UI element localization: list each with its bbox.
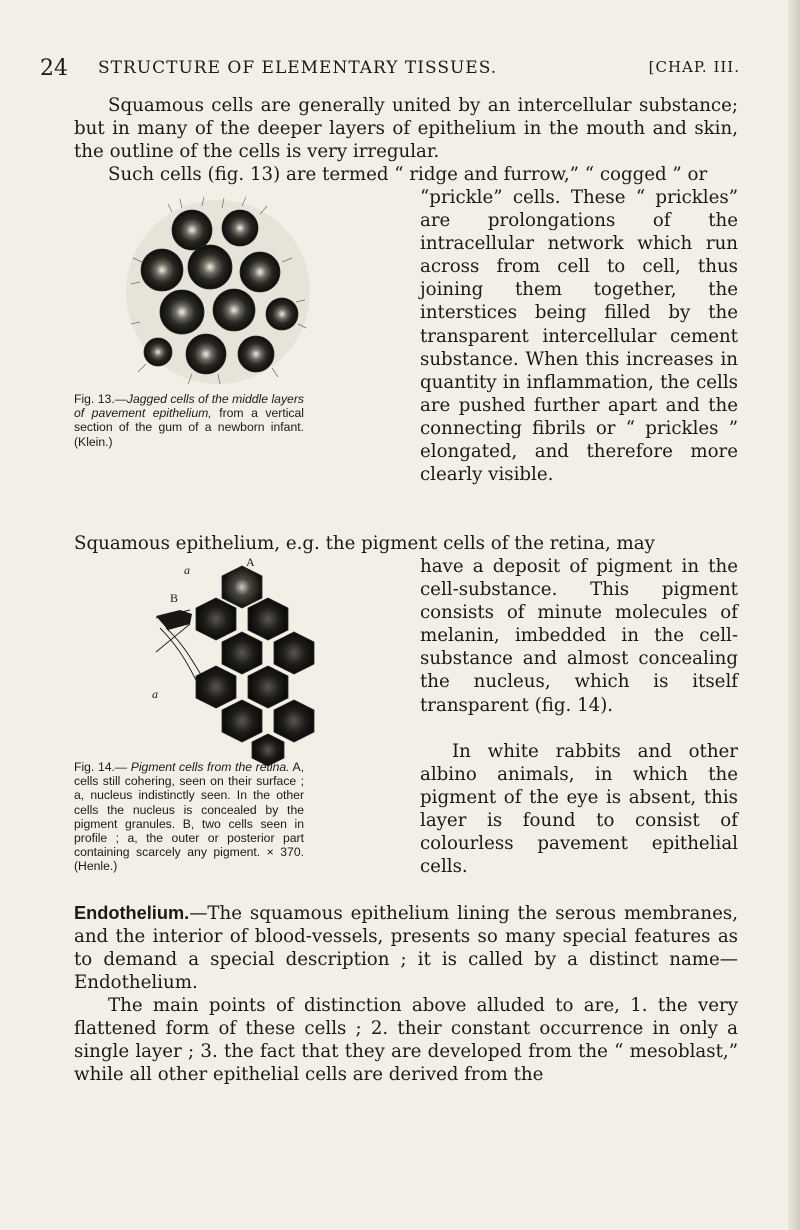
paragraph-6: The main points of distinction above alluded to are, 1. the very flattened form of these cells ; 2. their constant occurrence in only a single layer ; 3. the fact that they are developed from the “ mesoblast,” while all other epithelial cells are derived from the — [74, 995, 738, 1086]
figure-14-letter-a2: a — [152, 687, 158, 701]
figure-14-caption — [74, 760, 304, 874]
figure-13-image — [122, 192, 314, 392]
running-title: STRUCTURE OF ELEMENTARY TISSUES. — [98, 58, 498, 78]
figure-13-caption — [74, 392, 304, 449]
endothelium-heading: Endothelium. — [74, 903, 190, 923]
paragraph-1: Squamous cells are generally united by an intercellular substance; but in many of the deeper layers of epithelium in the mouth and skin, the outline of the cells is very irregular. — [74, 95, 738, 163]
figure-14-letter-a1: a — [184, 563, 190, 577]
figure-13-caption-italic: —Jagged cells of the middle layers of pavement epithelium, — [74, 392, 304, 421]
figure-14-image — [150, 558, 340, 768]
figure-13-caption-rest: from a vertical section of the gum of a newborn infant. (Klein.) — [74, 406, 304, 449]
paragraph-5-body: —The squamous epithelium lining the serous membranes, and the interior of blood-vessels, presents so many special features as to demand a special description ; it is called by a distinct name—Endothelium. — [74, 903, 738, 994]
figure-13-label: Fig. 13. — [74, 392, 115, 406]
paragraph-4-side: In white rabbits and other albino animals, in which the pigment of the eye is absent, this layer is found to consist of colourless pavement epithelial cells. — [420, 741, 738, 878]
page-number: 24 — [40, 56, 68, 81]
paragraph-2-side: “prickle” cells. These “ prickles” are prolongations of the intracellular network which run across from cell to cell, thus joining them together, the interstices being filled by the transparent intercellular cement substance. When this increases in quantity in inflammation, the cells are pushed further apart and the connecting fibrils or “ prickles ” elongated, and therefore more clearly visible. — [420, 187, 738, 486]
figure-14-caption-rest: A, cells still cohering, seen on their surface ; a, nucleus indistinctly seen. In the other cells the nucleus is concealed by the pigment granules. B, two cells seen in profile ; a, the outer or posterior part containing scarcely any pigment. × 370. (Henle.) — [74, 760, 304, 874]
chapter-label: [CHAP. III. — [648, 58, 740, 76]
paragraph-3-start — [74, 532, 738, 555]
figure-14-caption-italic: — Pigment cells from the retina. — [114, 760, 290, 774]
running-header — [40, 58, 740, 82]
paragraph-2-start: Such cells (fig. 13) are termed “ ridge and furrow,” “ cogged ” or — [108, 164, 708, 185]
paragraph-5 — [74, 902, 738, 994]
paragraph-3-start-text: Squamous epithelium, e.g. the pigment cells of the retina, may — [74, 533, 655, 554]
page-edge — [788, 0, 800, 1230]
figure-14-letter-B: B — [170, 591, 179, 605]
paragraph-3-side: have a deposit of pigment in the cell-substance. This pigment consists of minute molecules of melanin, imbedded in the cell-substance and almost concealing the nucleus, which is itself transparent (fig. 14). — [420, 556, 738, 716]
figure-14-label: Fig. 14. — [74, 760, 115, 774]
figure-14-letter-A: A — [246, 558, 255, 569]
